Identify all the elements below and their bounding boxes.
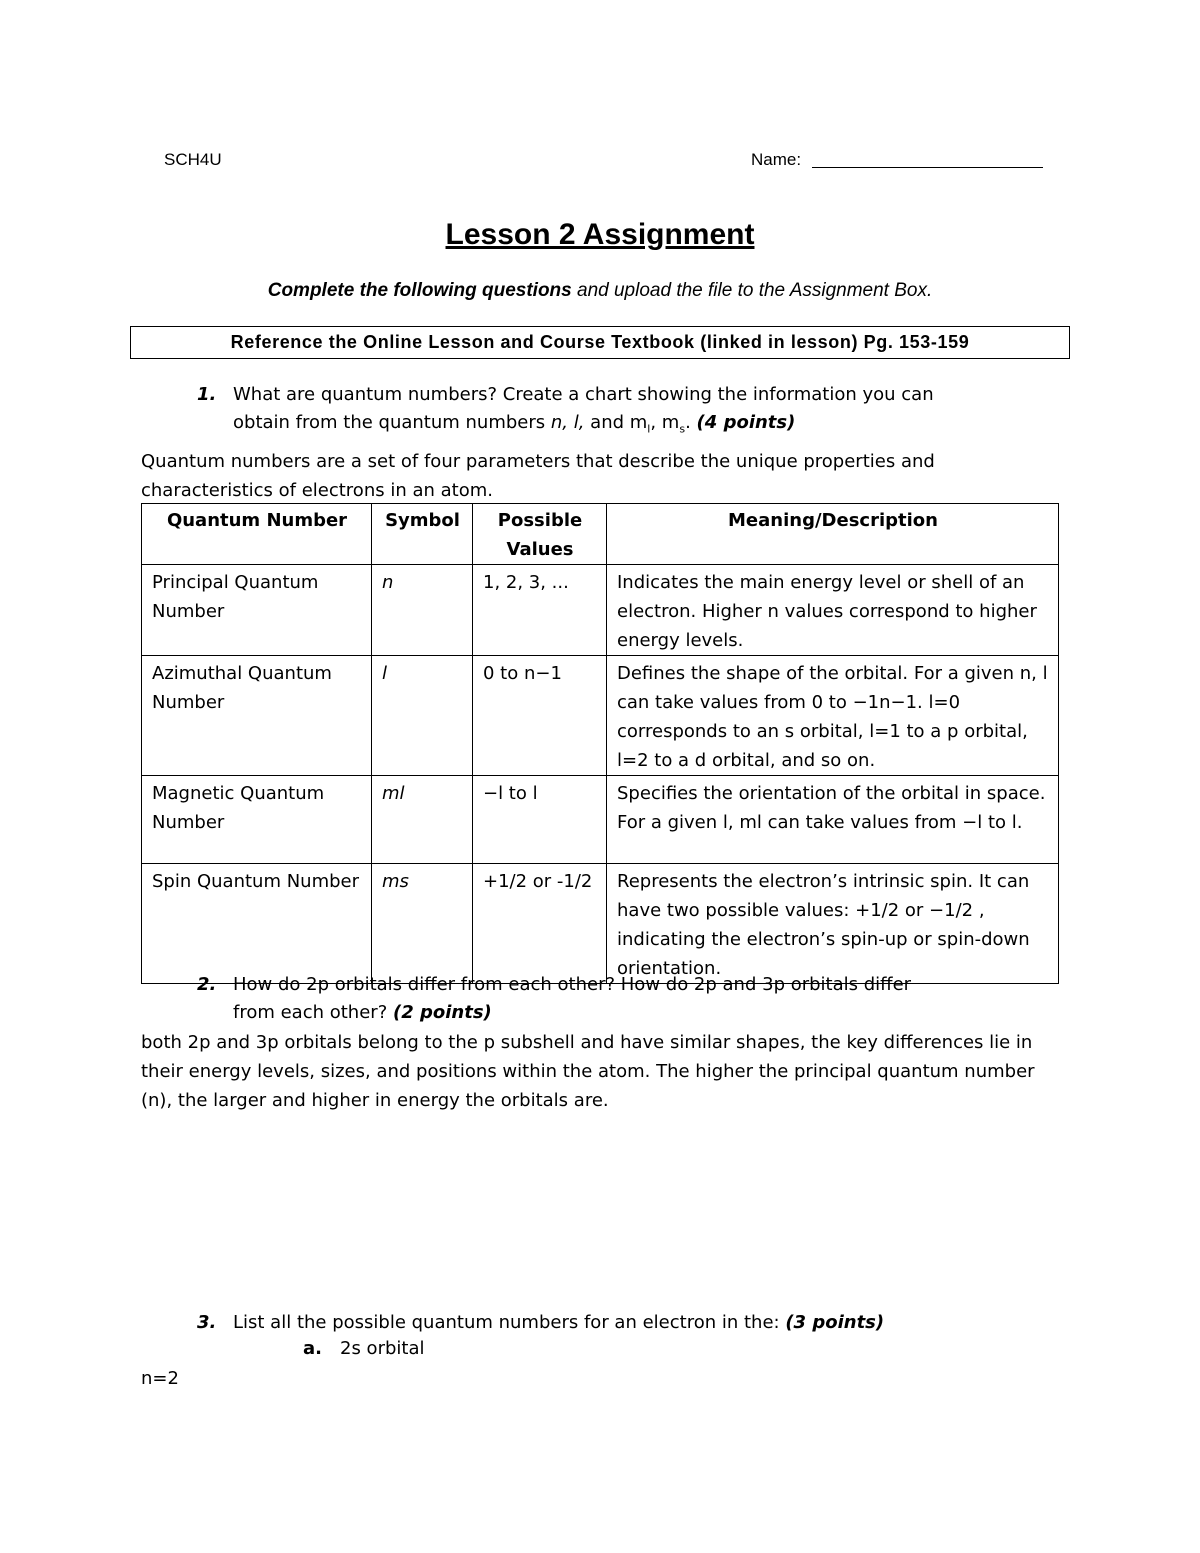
question-1-line1: What are quantum numbers? Create a chart showing the information you can — [233, 384, 934, 405]
cell-name: Magnetic Quantum Number — [142, 776, 372, 864]
cell-desc: Defines the shape of the orbital. For a given n, l can take values from 0 to −1n−1. l=0 corresponds to an s orbital, l=1 to a p orbital, l=2 to a d orbital, and so on. — [607, 656, 1059, 776]
cell-values: +1/2 or -1/2 — [473, 864, 607, 984]
cell-values: 0 to n−1 — [473, 656, 607, 776]
table-row — [142, 565, 1059, 656]
cell-name: Azimuthal Quantum Number — [142, 656, 372, 776]
question-3-number: 3. — [197, 1312, 217, 1333]
cell-symbol: n — [372, 565, 473, 656]
header-symbol: Symbol — [372, 504, 473, 565]
header-possible-values: Possible Values — [473, 504, 607, 565]
answer-2: both 2p and 3p orbitals belong to the p subshell and have similar shapes, the key differences lie in their energy levels, sizes, and positions within the atom. The higher the principal quantum number (n), the larger and higher in energy the orbitals are. — [141, 1032, 1035, 1111]
table-row — [142, 656, 1059, 776]
instructions — [0, 280, 1200, 302]
question-2 — [233, 971, 1033, 1027]
question-1-line2: obtain from the quantum numbers n, l, and $m_l$, $m_s$. (4 points) — [233, 412, 796, 436]
header-quantum-number: Quantum Number — [142, 504, 372, 565]
reference-box: Reference the Online Lesson and Course Textbook (linked in lesson) Pg. 153-159 — [130, 326, 1070, 359]
table-row — [142, 864, 1059, 984]
cell-values: 1, 2, 3, ... — [473, 565, 607, 656]
table-row — [142, 776, 1059, 864]
question-1 — [233, 381, 1033, 444]
page-title: Lesson 2 Assignment — [445, 218, 755, 251]
cell-values: −l to l — [473, 776, 607, 864]
answer-3: n=2 — [141, 1368, 179, 1389]
name-field-line[interactable] — [812, 167, 1043, 168]
instructions-bold: Complete the following questions — [267, 280, 572, 301]
cell-name: Spin Quantum Number — [142, 864, 372, 984]
instructions-rest: and upload the file to the Assignment Box. — [571, 280, 933, 301]
course-code: SCH4U — [164, 150, 222, 169]
name-label: Name: — [751, 150, 802, 169]
cell-desc: Specifies the orientation of the orbital in space. For a given l, ml can take values from −l to l. — [607, 776, 1059, 864]
question-1-number: 1. — [197, 384, 217, 405]
header-meaning: Meaning/Description — [607, 504, 1059, 565]
cell-symbol: ms — [372, 864, 473, 984]
cell-name: Principal Quantum Number — [142, 565, 372, 656]
table-header-row — [142, 504, 1059, 565]
question-2-line2: from each other? (2 points) — [233, 1002, 492, 1023]
cell-desc: Indicates the main energy level or shell of an electron. Higher n values correspond to higher energy levels. — [607, 565, 1059, 656]
quantum-numbers-table — [141, 503, 1059, 984]
question-3: List all the possible quantum numbers for an electron in the: (3 points) — [233, 1312, 885, 1333]
question-3a: 2s orbital — [340, 1338, 425, 1359]
question-2-line1: How do 2p orbitals differ from each other? How do 2p and 3p orbitals differ — [233, 974, 912, 995]
question-3a-letter: a. — [303, 1338, 322, 1359]
cell-desc: Represents the electron’s intrinsic spin. It can have two possible values: +1/2 or −1/2 , indicating the electron’s spin-up or spin-down orientation. — [607, 864, 1059, 984]
cell-symbol: ml — [372, 776, 473, 864]
cell-symbol: l — [372, 656, 473, 776]
answer-1-intro: Quantum numbers are a set of four parameters that describe the unique properties and characteristics of electrons in an atom. — [141, 451, 935, 501]
question-2-number: 2. — [197, 974, 217, 995]
